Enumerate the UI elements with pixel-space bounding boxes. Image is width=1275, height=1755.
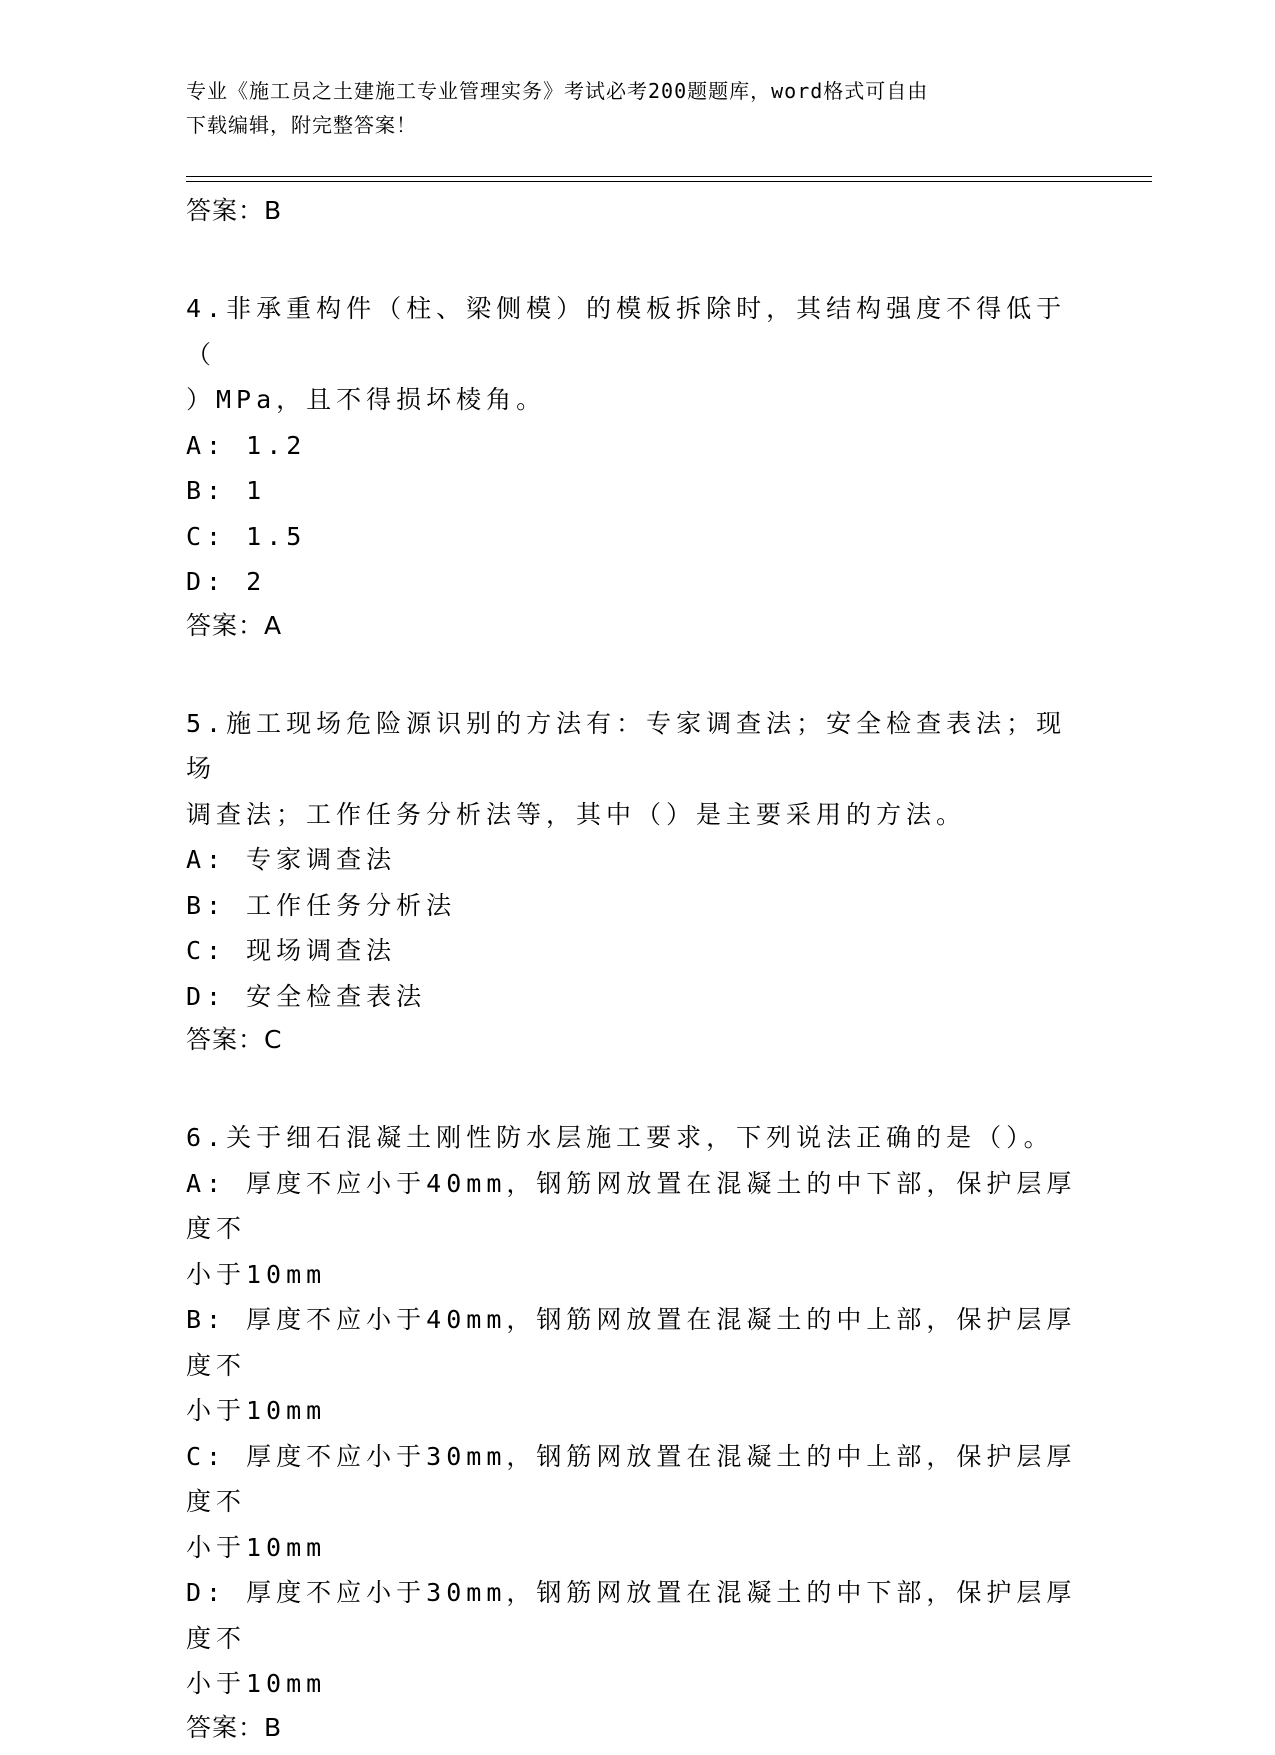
question-6-option-d: [186, 1570, 1086, 1707]
option-label: D:: [186, 981, 227, 1011]
header-line-1: 专业《施工员之土建施工专业管理实务》考试必考200题题库，word格式可自由: [186, 79, 929, 103]
question-4-answer: 答案：A: [186, 610, 283, 640]
option-label: A:: [186, 430, 227, 460]
question-4-text-line-2: ）MPa，且不得损坏棱角。: [186, 385, 547, 414]
question-6-answer: 答案：B: [186, 1712, 283, 1742]
document-header: [186, 74, 1066, 142]
option-text: 工作任务分析法: [246, 890, 457, 920]
option-text: 现场调查法: [246, 936, 397, 965]
header-rule-top: [186, 176, 1152, 177]
question-4-text: [186, 286, 1086, 423]
option-label: D:: [186, 567, 227, 596]
option-text: 安全检查表法: [246, 981, 427, 1011]
question-5-text: [186, 701, 1086, 838]
option-label: C:: [186, 521, 227, 551]
header-rule-bottom: [186, 181, 1152, 182]
option-label: D:: [186, 1578, 227, 1607]
question-6: [186, 1115, 1086, 1755]
option-text: 1.5: [246, 521, 307, 551]
option-text-continued: 小于10mm: [186, 1259, 327, 1289]
option-label: C:: [186, 936, 227, 965]
question-4-option-c: [186, 514, 1086, 560]
question-4-option-a: [186, 423, 1086, 469]
question-5-option-b: [186, 883, 1086, 929]
option-text: 1.2: [246, 430, 307, 460]
question-4-option-b: [186, 468, 1086, 514]
question-5-answer: 答案：C: [186, 1025, 283, 1054]
question-6-text-line-1: 6.关于细石混凝土刚性防水层施工要求，下列说法正确的是（）。: [186, 1123, 1054, 1152]
question-4-option-d: [186, 559, 1086, 605]
option-text-continued: 小于10mm: [186, 1396, 327, 1425]
option-text: 厚度不应小于30mm，钢筋网放置在混凝土的中下部，保护层厚度不: [186, 1578, 1077, 1653]
option-label: C:: [186, 1441, 227, 1471]
question-list: [186, 190, 1086, 1755]
question-5-text-line-1: 5.施工现场危险源识别的方法有：专家调查法；安全检查表法；现场: [186, 708, 1067, 783]
question-6-option-c: [186, 1434, 1086, 1571]
question-5-text-line-2: 调查法；工作任务分析法等，其中（）是主要采用的方法。: [186, 799, 967, 829]
question-6-option-a: [186, 1161, 1086, 1298]
option-text: 专家调查法: [246, 845, 397, 874]
question-5-option-a: [186, 837, 1086, 883]
option-text-continued: 小于10mm: [186, 1669, 327, 1698]
option-label: B:: [186, 890, 227, 920]
question-6-option-b: [186, 1297, 1086, 1434]
previous-answer: 答案：B: [186, 196, 283, 225]
option-text: 厚度不应小于30mm，钢筋网放置在混凝土的中上部，保护层厚度不: [186, 1441, 1077, 1516]
header-line-2: 下载编辑，附完整答案！: [186, 113, 417, 137]
question-6-text: [186, 1115, 1086, 1161]
option-text-continued: 小于10mm: [186, 1532, 327, 1562]
option-label: B:: [186, 476, 227, 505]
option-text: 2: [246, 567, 267, 596]
option-text: 1: [246, 476, 267, 505]
question-4-text-line-1: 4.非承重构件（柱、梁侧模）的模板拆除时，其结构强度不得低于（: [186, 294, 1067, 369]
question-5-option-d: [186, 974, 1086, 1020]
option-text: 厚度不应小于40mm，钢筋网放置在混凝土的中下部，保护层厚度不: [186, 1168, 1077, 1243]
option-label: A:: [186, 1168, 227, 1198]
question-5: [186, 701, 1086, 1068]
option-text: 厚度不应小于40mm，钢筋网放置在混凝土的中上部，保护层厚度不: [186, 1305, 1077, 1380]
question-5-option-c: [186, 928, 1086, 974]
option-label: B:: [186, 1305, 227, 1334]
question-4: [186, 286, 1086, 653]
option-label: A:: [186, 845, 227, 874]
